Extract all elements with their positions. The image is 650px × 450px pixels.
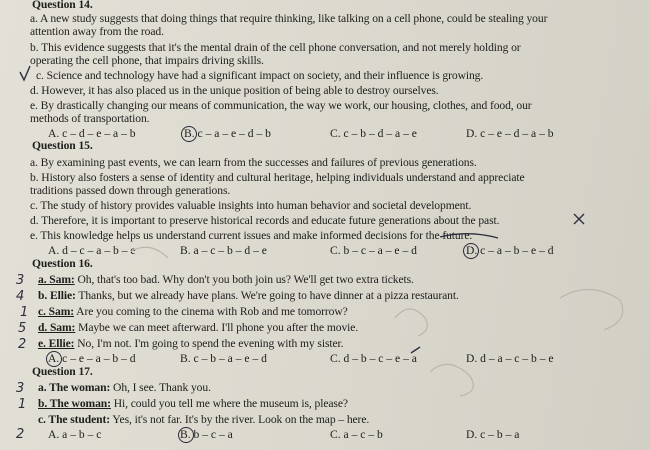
- hw-q17-b: 1: [18, 397, 27, 412]
- q16-text-b: Thanks, but we already have plans. We're going to have dinner at a pizza restaurant.: [75, 289, 459, 302]
- q16-speaker-c: c. Sam:: [38, 305, 75, 318]
- q16-option-b[interactable]: B. c – b – a – e – d: [180, 352, 267, 365]
- pen-stroke-mark: [411, 347, 420, 353]
- q17-option-d[interactable]: D. c – b – a: [466, 428, 520, 441]
- q14-option-b[interactable]: B. c – a – e – d – b: [184, 127, 271, 140]
- ghost-scribble-4: [130, 247, 168, 258]
- q17-text-c: Yes, it's not far. It's by the river. Look on the map – here.: [110, 413, 370, 426]
- q17-text-b: Hi, could you tell me where the museum is, please?: [110, 397, 348, 410]
- q15-option-d[interactable]: D. c – a – b – e – d: [466, 244, 554, 257]
- q16-text-c: Are you coming to the cinema with Rob and me tomorrow?: [74, 305, 348, 318]
- hw-q16-a: 3: [16, 273, 25, 288]
- q14-line-d: d. However, it has also placed us in the unique position of being able to destroy ourselves.: [30, 84, 439, 97]
- q16-speaker-a: a. Sam:: [38, 273, 75, 286]
- q15-option-a[interactable]: A. d – c – a – b – e: [48, 244, 136, 257]
- q15-line-d: d. Therefore, it is important to preserve historical records and educate future generations about the past.: [30, 214, 500, 227]
- q14-option-d[interactable]: D. c – e – d – a – b: [466, 127, 554, 140]
- q16-speaker-d: d. Sam:: [38, 321, 76, 334]
- ghost-scribble-2: [430, 364, 473, 396]
- hw-q16-e: 2: [18, 337, 27, 352]
- q14-line-e1: e. By drastically changing our means of communication, the way we work, our housing, clothes, and food, our: [30, 99, 532, 112]
- q15-line-a: a. By examining past events, we can learn from the successes and failures of previous generations.: [30, 156, 477, 169]
- q17-option-b[interactable]: B. b – c – a: [180, 428, 233, 441]
- hw-q16-b: 4: [16, 289, 25, 304]
- q16-text-d: Maybe we can meet afterward. I'll phone you after the movie.: [75, 321, 359, 334]
- q17-speaker-a: a. The woman:: [38, 381, 111, 394]
- q15-title: Question 15.: [32, 139, 93, 152]
- q14-line-c: c. Science and technology have had a significant impact on society, and their influence is growing.: [36, 69, 484, 82]
- q14-option-c[interactable]: C. c – b – d – a – e: [330, 127, 417, 140]
- check-mark-icon: [20, 66, 30, 80]
- q15-line-b1: b. History also fosters a sense of identity and cultural heritage, helping individuals understand and appreciate: [30, 171, 525, 184]
- hw-q17-c: 2: [16, 427, 25, 442]
- q16-text-a: Oh, that's too bad. Why don't you both join us? We'll get two extra tickets.: [74, 273, 414, 286]
- q15-option-b[interactable]: B. a – c – b – d – e: [180, 244, 267, 257]
- q16-option-c[interactable]: C. d – b – c – e – a: [330, 352, 417, 365]
- q14-line-b1: b. This evidence suggests that it's the mental drain of the cell phone conversation, and not merely holding or: [30, 41, 521, 54]
- hw-q16-d: 5: [18, 321, 27, 336]
- q17-title: Question 17.: [32, 365, 93, 378]
- q15-line-e: e. This knowledge helps us understand current issues and make informed decisions for the future.: [30, 229, 473, 242]
- q15-option-c[interactable]: C. b – c – a – e – d: [330, 244, 417, 257]
- q15-line-b2: traditions passed down through generations.: [30, 184, 231, 197]
- q16-speaker-b: b. Ellie:: [38, 289, 76, 302]
- q16-option-d[interactable]: D. d – a – c – b – e: [466, 352, 554, 365]
- q17-speaker-b: b. The woman:: [38, 397, 111, 410]
- q17-option-c[interactable]: C. a – c – b: [330, 428, 383, 441]
- hw-q17-a: 3: [16, 381, 25, 396]
- q14-line-a1: a. A new study suggests that doing things that require thinking, like talking on a cell phone, could be stealing your: [30, 12, 548, 25]
- q14-line-b2: operating the cell phone, that impairs driving skills.: [30, 54, 264, 67]
- q17-option-a[interactable]: A. a – b – c: [48, 428, 102, 441]
- q17-speaker-c: c. The student:: [38, 413, 111, 426]
- hw-q16-c: 1: [20, 305, 29, 320]
- q14-line-e2: methods of transportation.: [30, 112, 150, 125]
- q14-option-a[interactable]: A. c – d – e – a – b: [48, 127, 136, 140]
- q16-option-a[interactable]: A. c – e – a – b – d: [48, 352, 136, 365]
- q17-text-a: Oh, I see. Thank you.: [110, 381, 211, 394]
- q16-speaker-e: e. Ellie:: [38, 337, 75, 350]
- q16-title: Question 16.: [32, 257, 93, 270]
- ghost-scribble-1: [395, 309, 427, 336]
- q14-line-a2: attention away from the road.: [30, 25, 164, 38]
- ghost-scribble-3: [560, 289, 623, 330]
- q16-text-e: No, I'm not. I'm going to spend the evening with my sister.: [74, 337, 344, 350]
- pen-stroke-underline: [440, 234, 498, 238]
- cross-mark-icon: [574, 214, 584, 224]
- q15-line-c: c. The study of history provides valuable insights into human behavior and societal development.: [30, 199, 472, 212]
- q14-title: Question 14.: [32, 0, 93, 11]
